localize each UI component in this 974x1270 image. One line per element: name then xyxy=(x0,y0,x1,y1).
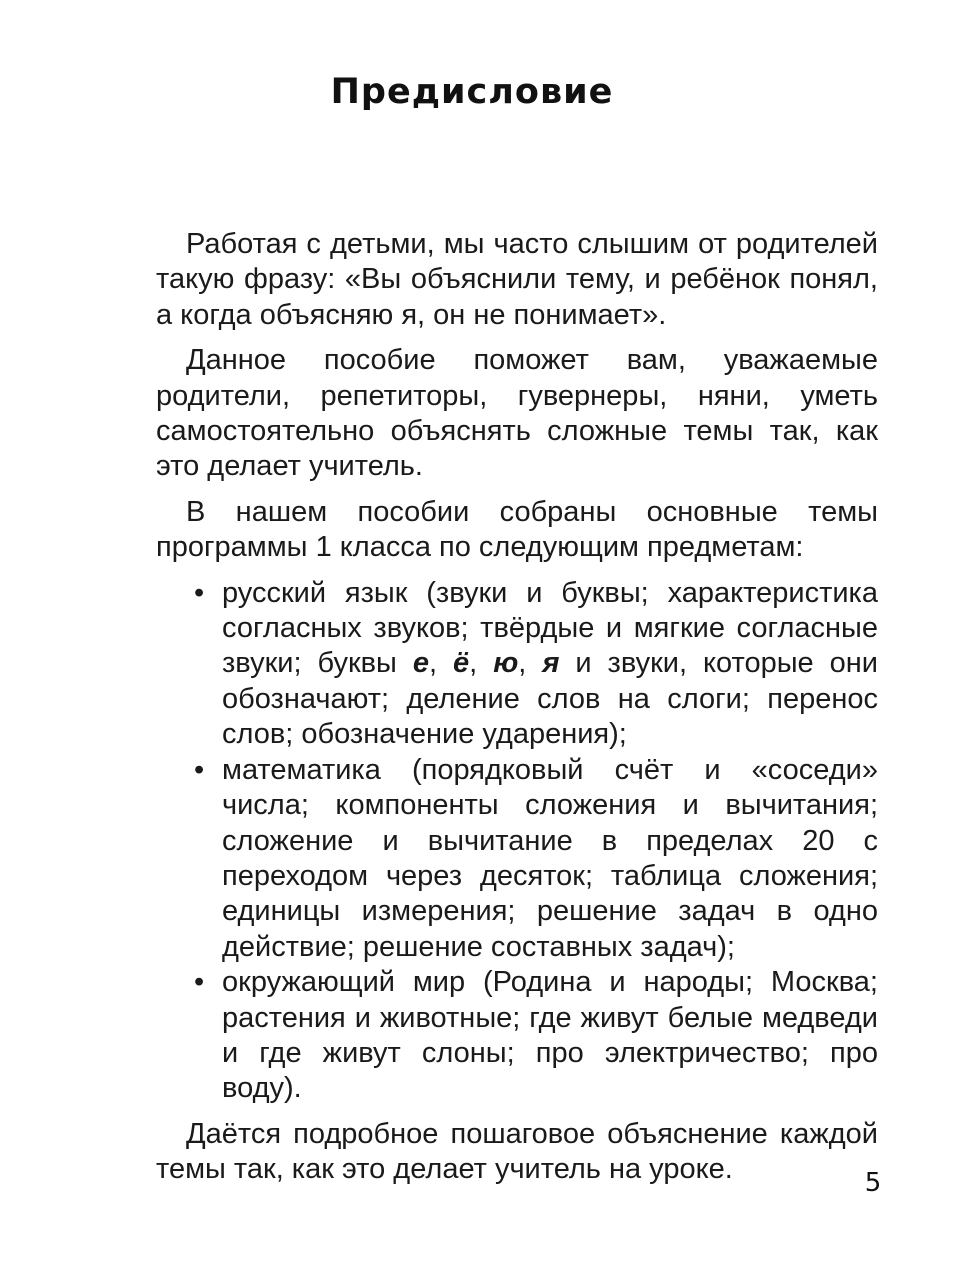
letter-yo: ё xyxy=(453,647,470,680)
math-text: математика (порядковый счёт и «соседи» числа; компоненты сложения и вычитания; сложение и вычитание в пределах 20 с переходом через десяток; таблица сложения; единицы измерения; решение задач в одно действие; решение составных задач); xyxy=(222,753,878,963)
russian-text-end: и звуки, которые они обозначают; деление слов на слоги; перенос слов; обозначение ударения); xyxy=(222,647,878,751)
russian-text-start: русский язык (звуки и буквы; характеристика согласных звуков; твёрдые и мягкие согласные звуки; буквы xyxy=(222,576,878,680)
page-number: 5 xyxy=(864,1168,882,1198)
paragraph-purpose: Данное пособие поможет вам, уважаемые родители, репетиторы, гувернеры, няни, уметь самостоятельно объяснять сложные темы так, как это делает учитель. xyxy=(156,344,878,483)
separator: , xyxy=(518,647,543,680)
paragraph-explanation: Даётся подробное пошаговое объяснение каждой темы так, как это делает учитель на уроке. xyxy=(156,1117,878,1186)
subject-list xyxy=(156,576,878,1107)
list-item-world xyxy=(156,965,878,1107)
letter-ya: я xyxy=(542,647,560,680)
paragraph-topics-intro: В нашем пособии собраны основные темы программы 1 класса по следующим предметам: xyxy=(156,495,878,564)
separator: , xyxy=(469,647,494,680)
list-item-russian xyxy=(156,576,878,753)
letter-yu: ю xyxy=(493,647,519,680)
bullet-icon: • xyxy=(194,753,205,786)
world-text: окружающий мир (Родина и народы; Москва; растения и животные; где живут белые медведи и где живут слоны; про электричество; про воду). xyxy=(222,966,878,1105)
separator: , xyxy=(429,647,454,680)
page-title: Предисловие xyxy=(330,72,614,112)
list-item-math xyxy=(156,753,878,965)
letter-e: е xyxy=(412,647,429,680)
paragraph-intro: Работая с детьми, мы часто слышим от родителей такую фразу: «Вы объяснили тему, и ребёнок понял, а когда объясняю я, он не понимает». xyxy=(156,228,878,331)
bullet-icon: • xyxy=(194,576,205,609)
bullet-icon: • xyxy=(194,966,205,999)
preface-body xyxy=(156,227,878,1188)
